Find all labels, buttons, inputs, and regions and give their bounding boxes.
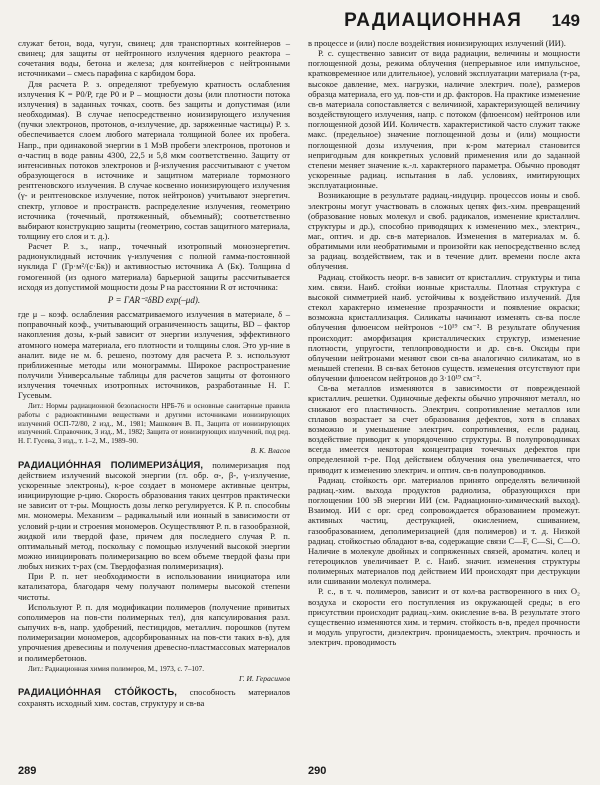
dose-formula: P = ГAR⁻²δBD exp(–μd). <box>107 294 201 305</box>
text-paragraph: Используют Р. п. для модификации полимеров (получение привитых сополимеров на пов-сти полимерных тел), для капсулирования разл. сыпучих в-в, напр. удобрений, пестицидов, металлич. порошков (путем полимеризации мономеров, адсорбированных на пов-сти таких в-в), для упрочнения древесины и получения древесно-пластмассовых материалов и полимербетонов. <box>18 601 290 663</box>
entry-headword: РАДИАЦИО́ННАЯ ПОЛИМЕРИЗА́ЦИЯ, <box>18 458 204 470</box>
text-paragraph: Расчет Р. з., напр., точечный изотропный моноэнергетич. радионуклидный источник γ-излучения с полной гамма-постоянной нуклида Г (Гр·м²/(с·Бк)) и активностью источника A (Бк). Толщина d гомогенной (из одного материала) барьерной защиты рассчитывается исходя из допустимой мощности дозы P на расстоянии R от источника: <box>18 241 290 292</box>
text-paragraph: Св-ва металлов изменяются в зависимости от поврежденной кристаллич. решетки. Одиночные дефекты обычно упрочняют металл, но снижают его пластичность. Электрич. сопротивление металлов или сплавов возрастает за счет образования дефектов, хотя в сплавах возможно и уменьшение электрич. сопротивления, если радиац. воздействие приводит к упорядочению структуры. В полупроводниках всегда имеется некоторая концентрация точечных дефектов при определенной т-ре. Под действием облучения она увеличивается, что приводит к изменению электрич. и оптич. св-в полупроводников. <box>308 383 580 475</box>
page-number-top: 149 <box>551 11 580 30</box>
text-paragraph: Р. с., в т. ч. полимеров, зависит и от кол-ва растворенного в них O₂ воздуха и скорости его поступления из окружающей среды; в его присутствии происходит радиац.-хим. окисление в-ва. В результате этого существенно изменяются хим. и термич. стойкость в-в, предел прочности и модуль упругости, диэлектрич. проницаемость, электрич. прочность и электрич. проводимость <box>308 586 580 648</box>
author-signature: Г. И. Герасимов <box>239 674 290 684</box>
page-number-left: 289 <box>18 765 37 777</box>
entry-definition: способность материалов сохранять исходный хим. состав, структуру и св-ва <box>18 687 290 708</box>
running-head: РАДИАЦИОННАЯ <box>344 10 522 31</box>
text-paragraph: Возникающие в результате радиац.-индуцир. процессов ионы и своб. электроны могут участвовать в сложных цепях физ.-хим. превращений (образование новых молекул и своб. радикалов, изменение кристаллич. структуры и др.), способно приводящих к изменению мех., электрич., маг., оптич. и др. св-в материалов. Изменения в материалах м. б. обратимыми или необратимыми и произойти как непосредственно вслед за радиац. воздействием, так и в течение длит. времени после акта облучения. <box>308 190 580 272</box>
entry-polymerization <box>18 460 290 572</box>
text-paragraph: Радиац. стойкость неорг. в-в зависит от кристаллич. структуры и типа хим. связи. Наиб. стойки ионные кристаллы. Плотная структура с высокой симметрией наиб. устойчивы к воздействию излучений. Для стекол характерно изменение прозрачности и появление окраски; возможна кристаллизация. Силикаты начинают изменять св-ва после облучения флюенсом нейтронов ~10¹⁹ см⁻². В результате облучения происходит: аморфизация кристаллических структур, изменение плотности, упругости, теплопроводности и др. св-в. Оксиды при облучении нейтронами меняют свои св-ва аналогично силикатам, но в меньшей степени. В св-вах бетонов существ. изменения отсутствуют при облучении флюенсом нейтронов до 3·10¹⁹ см⁻². <box>308 271 580 384</box>
entry-radiation-stability <box>18 687 290 707</box>
page-header <box>300 10 580 36</box>
right-column <box>308 38 580 647</box>
left-column <box>18 38 290 708</box>
text-paragraph: служат бетон, вода, чугун, свинец; для транспортных контейнеров – свинец; для защиты от нейтронного излучения ядерного реактора – сочетания воды, бетона и железа; для контейнеров с нейтронными источниками – смесь парафина с карбидом бора. <box>18 38 290 79</box>
literature-note: Лит.: Нормы радиационной безопасности НРБ-76 и основные санитарные правила работы с радиоактивными веществами и другими источниками ионизирующих излучений ОСП-72/80, 2 изд., М., 1981; Машкович В. П., Защита от ионизирующих излучений. Справочник, 3 изд., М., 1982; Защита от ионизирующих излучений, под ред. Н. Г. Гусева, 3 изд., т. 1–2, М., 1989–90. <box>18 402 290 445</box>
author-signature: В. К. Власов <box>250 446 290 456</box>
text-paragraph: где μ – коэф. ослабления рассматриваемого излучения в материале, δ – поправочный коэф., учитывающий ограниченность защиты, BD – фактор накопления дозы, к-рый зависит от энергии излучения, эффективного атомного номера материала, его плотности и толщины слоя. Это ур-ние в аналит. виде не м. б. решено, поэтому для расчета Р. з. используют приближенные методы или монограммы. Широкое распространение получили Универсальные таблицы для расчетов защиты от фотонного излучения точечных изотропных источников, разработанные Н. Г. Гусевым. <box>18 309 290 401</box>
page-number-right: 290 <box>308 765 327 777</box>
entry-headword: РАДИАЦИО́ННАЯ СТО́ЙКОСТЬ, <box>18 686 178 698</box>
text-paragraph: Радиац. стойкость орг. материалов принято определять величиной радиац.-хим. выхода продуктов радиолиза, образующихся при поглощении 100 эВ энергии ИИ (см. Радиационно-химический выход). Взаимод. ИИ с орг. сред сопровождается образованием промежут. активных частиц, деструкцией, окислением, сшиванием, газообразованием, деполимеризацией (для полимеров) и т. д. Низкой радиац. стойкостью обладают в-ва, содержащие связи C—F, C—Si, C—O. Наличие в молекуле двойных и сопряженных связей, ароматич. колец и гетероциклов увеличивает Р. с. Наиб. значит. изменения структуры полимерных материалов под действием ИИ происходят при деструкции или сшивании молекул полимера. <box>308 474 580 587</box>
text-paragraph: При Р. п. нет необходимости в использовании инициатора или катализатора, благодаря чему получают полимеры высокой степени чистоты. <box>18 571 290 602</box>
literature-note: Лит.: Радиационная химия полимеров, М., 1973, с. 7–107. <box>28 664 204 673</box>
text-paragraph: Для расчета Р. з. определяют требуемую кратность ослабления излучения K = P0/P, где P0 и P – мощности дозы (или плотности потока излучения) в заданных точках, соотв. без защиты и допустимая (или необходимая). В случае непосредственно ионизирующего излучения (пучки электронов, протонов, α-излучение, др. заряженные частицы) Р. з. обеспечивается слоем любого материала толщиной более их пробега. Напр., при одинаковой энергии в 1 МэВ пробеги электронов, протонов и α-частиц в воде равны 4300, 22,5 и 5,8 мкм соответственно. Защиту от интенсивных потоков электронов и β-излучения рассчитывают с учетом образующегося в источнике и защитном материале тормозного рентгеновского излучения. В случае косвенно ионизирующего излучения (γ- и рентгеновское излучение, поток нейтронов) учитывают энергетич. спектр, угловое и пространств. распределение излучения, геометрию источника (точечный, протяженный, объемный); соответственно выбирают конструкцию защиты (геометрию, состав защитного материала, толщину его слоя и т. д.). <box>18 78 290 241</box>
text-paragraph: в процессе и (или) после воздействия ионизирующих излучений (ИИ). <box>308 38 566 48</box>
entry-definition: полимеризация под действием излучений высокой энергии (гл. обр. α-, β-, γ-излучение, ускоренные электроны), к-рое создает в мономере активные центры, инициирующие р-цию. Скорость образования таких центров практически не зависит от т-ры. Мощность дозы легко регулируется. К Р. п. способны мн. мономеры. Механизм – радикальный или ионный в зависимости от условий р-ции и строения мономеров. Осуществляют Р. п. в газообразной, жидкой или твердой фазе, причем для последнего случая Р. п. оптимальный метод, поскольку с помощью излучений высокой энергии можно инициировать полимеризацию во всем объеме твердой фазы при любых низких т-рах (см. Твердофазная полимеризация). <box>18 459 290 572</box>
text-paragraph: Р. с. существенно зависит от вида радиации, величины и мощности поглощенной дозы, режима облучения (непрерывное или импульсное, кратковременное или длительное), условий эксплуатации материала (т-ра, высокое давление, мех. нагрузки, наличие электрич. поле), размеров образца материала, его уд. пов-сти и др. факторов. На практике изменение св-в материала сопоставляется с величиной, характеризующей величину воздействующего излучения, напр. с потоком (флюенсом) нейтронов или поглощенной дозой ИИ. Количеств. характеристикой часто служит также макс. (предельное) значение поглощенной дозы и (или) мощности поглощенной дозы излучения, при к-ром материал становится непригодным для конкретных условий применения или до заданной степени меняет значение к.-л. характерного параметра. Обычно проводят ускоренные радиац. испытания в лаб. условиях, имитирующих эксплуатационные. <box>308 48 580 191</box>
